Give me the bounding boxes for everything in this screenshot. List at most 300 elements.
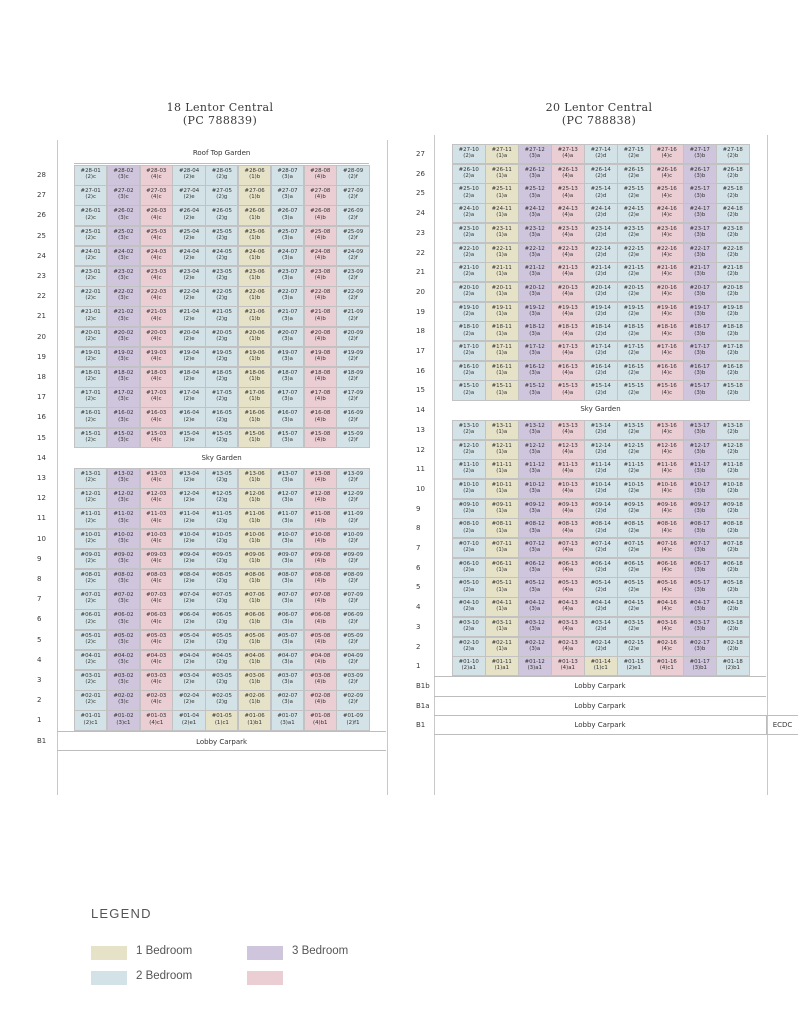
unit-type: (2)g [216, 578, 228, 585]
unit-number: #20-04 [178, 329, 200, 336]
unit-cell [617, 321, 651, 341]
unit-type: (2)g [216, 558, 228, 564]
unit-cell [140, 508, 173, 529]
unit-number: #10-09 [342, 531, 364, 538]
unit-cell [304, 226, 337, 247]
unit-cell [617, 499, 651, 519]
unit-cell [617, 302, 651, 322]
unit-number: #15-17 [689, 383, 710, 390]
unit-type: (4)c [150, 174, 162, 181]
unit-number: #06-01 [80, 612, 101, 619]
unit-number: #09-13 [557, 501, 578, 508]
unit-cell [716, 656, 750, 676]
unit-cell [140, 569, 173, 590]
unit-number: #24-14 [590, 206, 611, 213]
unit-number: #23-06 [244, 269, 265, 275]
unit-type: (2)d [595, 369, 607, 376]
unit-number: #07-14 [590, 541, 611, 547]
sky-garden: Sky Garden [580, 405, 621, 414]
unit-type: (3)a [529, 330, 541, 337]
unit-cell [683, 380, 717, 400]
unit-number: #05-13 [557, 580, 578, 587]
unit-cell [304, 387, 337, 408]
level-label: 7 [416, 544, 421, 552]
unit-type: (2)g [216, 315, 228, 322]
unit-cell [107, 670, 140, 691]
unit-number: #06-08 [310, 612, 331, 619]
unit-type: (2)g [216, 618, 228, 625]
level-label: B1 [416, 721, 426, 730]
unit-cell [172, 630, 205, 651]
unit-number: #19-15 [623, 304, 644, 311]
unit-type: (3)c [118, 517, 129, 524]
unit-type: (3)a [529, 626, 541, 632]
unit-type: (4)c [661, 172, 673, 179]
unit-cell [485, 518, 519, 538]
unit-cell [172, 468, 205, 489]
unit-cell [107, 246, 140, 267]
unit-type: (4)a [562, 488, 574, 495]
unit-number: #03-16 [656, 619, 677, 626]
unit-number: #19-14 [590, 304, 611, 311]
level-label: 6 [416, 563, 421, 572]
unit-number: #18-13 [557, 324, 578, 331]
unit-type: (1)a [496, 468, 508, 475]
unit-cell [205, 488, 238, 509]
legend-title: LEGEND [91, 906, 152, 921]
unit-cell [238, 226, 271, 247]
unit-type: (4)a [562, 547, 574, 554]
unit-cell [140, 246, 173, 267]
unit-cell [238, 650, 271, 671]
unit-cell [452, 203, 486, 223]
unit-number: #13-09 [342, 471, 364, 477]
level-label: 17 [37, 393, 46, 402]
unit-type: (2)g [216, 335, 228, 342]
unit-cell [107, 589, 140, 610]
unit-number: #05-15 [623, 580, 644, 587]
level-label: 10 [37, 534, 46, 543]
unit-number: #06-14 [590, 560, 611, 567]
unit-cell [172, 185, 205, 206]
unit-number: #04-02 [113, 652, 134, 659]
unit-cell [107, 266, 140, 287]
unit-number: #09-05 [211, 551, 232, 558]
unit-cell [650, 243, 684, 263]
unit-number: #24-15 [623, 206, 644, 213]
unit-type: (4)c [661, 507, 673, 514]
unit-number: #16-01 [80, 410, 101, 417]
unit-cell [584, 420, 618, 440]
unit-type: (4)c [661, 468, 673, 475]
unit-type: (3)a [281, 497, 293, 504]
unit-cell [617, 361, 651, 381]
unit-type: (2)e [628, 251, 640, 258]
unit-number: #26-01 [80, 208, 101, 215]
unit-cell [683, 479, 717, 499]
unit-type: (1)a [496, 369, 508, 376]
unit-cell [551, 440, 585, 460]
unit-number: #02-02 [113, 693, 134, 700]
unit-cell [584, 361, 618, 381]
unit-type: (3)c [118, 618, 129, 625]
unit-cell [518, 558, 552, 578]
unit-type: (3)a [281, 618, 293, 625]
unit-number: #01-14 [590, 659, 611, 666]
unit-cell [140, 165, 173, 186]
unit-cell [304, 407, 337, 428]
unit-type: (4)b [314, 638, 326, 645]
unit-type: (2)d [595, 626, 607, 632]
unit-cell [172, 549, 205, 570]
unit-type: (1)b [249, 194, 261, 201]
unit-type: (2)c [85, 638, 96, 645]
legend-swatch-3-bedroom [247, 946, 283, 960]
unit-number: #26-16 [656, 166, 677, 173]
unit-type: (2)c [85, 234, 96, 241]
unit-number: #12-03 [146, 491, 167, 498]
unit-number: #12-11 [491, 442, 512, 449]
unit-type: (3)c [118, 335, 129, 342]
unit-type: (2)c [85, 659, 96, 665]
unit-number: #11-15 [623, 462, 644, 469]
unit-number: #13-16 [656, 422, 677, 429]
unit-number: #02-17 [689, 639, 710, 646]
unit-number: #25-04 [178, 228, 200, 235]
unit-cell [584, 262, 618, 282]
unit-cell [74, 387, 107, 408]
unit-cell [518, 538, 552, 558]
unit-number: #08-16 [656, 521, 677, 528]
unit-number: #06-10 [458, 560, 479, 567]
unit-type: (2)a [463, 488, 475, 495]
unit-cell [617, 203, 651, 223]
unit-number: #16-09 [342, 410, 364, 417]
unit-type: (2)a [463, 251, 475, 258]
unit-cell [304, 306, 337, 327]
unit-type: (2)d [595, 330, 607, 337]
unit-cell [584, 597, 618, 617]
unit-number: #15-02 [113, 430, 134, 437]
unit-cell [238, 508, 271, 529]
unit-cell [74, 407, 107, 428]
unit-cell [650, 380, 684, 400]
unit-cell [238, 428, 271, 449]
unit-number: #03-15 [623, 619, 644, 626]
unit-cell [683, 361, 717, 381]
unit-type: (3)a [529, 468, 541, 475]
unit-type: (2)e [183, 376, 195, 383]
unit-cell [452, 538, 486, 558]
unit-number: #07-18 [722, 541, 743, 547]
unit-type: (2)a [463, 153, 475, 160]
unit-type: (4)c [150, 396, 162, 403]
level-label: 20 [416, 287, 425, 296]
unit-type: (3)b [694, 153, 706, 160]
unit-type: (2)f [348, 537, 358, 544]
unit-cell [584, 479, 618, 499]
unit-cell [74, 609, 107, 630]
unit-number: #06-17 [689, 560, 710, 567]
unit-number: #01-18 [722, 659, 743, 666]
unit-cell [584, 380, 618, 400]
unit-cell [172, 347, 205, 368]
unit-cell [518, 577, 552, 597]
unit-number: #10-10 [458, 481, 479, 488]
unit-cell [584, 577, 618, 597]
unit-type: (2)f [348, 638, 358, 645]
unit-number: #17-13 [557, 344, 578, 350]
unit-number: #20-17 [689, 284, 710, 291]
unit-type: (2)a [463, 330, 475, 337]
unit-type: (4)b [314, 679, 326, 686]
unit-type: (2)e [183, 174, 195, 181]
unit-cell [336, 589, 369, 610]
unit-cell [304, 488, 337, 509]
unit-type: (3)c [118, 659, 129, 665]
unit-number: #22-12 [524, 245, 545, 252]
unit-number: #10-11 [491, 481, 512, 488]
unit-type: (1)b [249, 537, 261, 544]
unit-type: (2)g [216, 295, 228, 302]
unit-number: #21-09 [342, 309, 364, 316]
unit-cell [518, 479, 552, 499]
unit-type: (1)a [496, 192, 508, 199]
unit-type: (4)b [314, 598, 326, 605]
unit-type: (2)c [85, 537, 96, 544]
unit-cell [683, 459, 717, 479]
unit-cell [518, 518, 552, 538]
unit-cell [617, 262, 651, 282]
unit-type: (2)c [85, 618, 96, 625]
unit-number: #09-01 [80, 551, 101, 558]
unit-type: (1)a [496, 153, 508, 160]
unit-number: #23-05 [211, 269, 232, 275]
unit-type: (4)a [562, 330, 574, 337]
unit-type: (2)d [595, 310, 607, 317]
unit-cell [650, 656, 684, 676]
unit-number: #19-08 [310, 349, 331, 356]
unit-type: (3)a [529, 606, 541, 613]
unit-type: (2)d [595, 389, 607, 396]
unit-number: #22-14 [590, 245, 611, 252]
unit-number: #24-18 [722, 206, 743, 213]
level-label: 11 [416, 465, 425, 474]
unit-number: #20-18 [722, 284, 743, 291]
unit-number: #04-07 [277, 652, 298, 659]
unit-cell [716, 262, 750, 282]
unit-number: #21-16 [656, 265, 677, 272]
unit-cell [452, 656, 486, 676]
unit-number: #27-07 [277, 188, 298, 195]
unit-type: (2)d [595, 606, 607, 613]
unit-number: #05-06 [244, 632, 265, 639]
level-label: 27 [416, 150, 425, 158]
unit-number: #04-12 [524, 600, 545, 607]
unit-type: (2)b [727, 606, 739, 613]
unit-number: #04-18 [722, 600, 743, 607]
unit-type: (2)f [348, 214, 358, 221]
unit-type: (2)b [727, 369, 739, 376]
unit-number: #25-09 [342, 228, 364, 235]
unit-cell [140, 468, 173, 489]
unit-number: #24-07 [277, 248, 298, 255]
unit-type: (3)c1 [116, 719, 131, 726]
unit-cell [518, 282, 552, 302]
unit-number: #09-09 [342, 551, 364, 558]
unit-number: #13-07 [277, 471, 298, 477]
unit-type: (2)g [216, 214, 228, 221]
unit-type: (4)a [562, 310, 574, 317]
unit-type: (4)c [150, 618, 162, 625]
unit-type: (2)a [463, 606, 475, 613]
unit-number: #13-08 [310, 471, 331, 477]
unit-type: (4)c [150, 436, 162, 443]
unit-cell [485, 577, 519, 597]
unit-number: #03-02 [113, 673, 134, 679]
unit-cell [584, 558, 618, 578]
unit-number: #08-06 [244, 572, 265, 578]
unit-cell [172, 327, 205, 348]
level-label: 12 [416, 445, 425, 454]
unit-cell [485, 361, 519, 381]
unit-number: #01-12 [524, 659, 545, 666]
unit-type: (4)c [150, 194, 162, 201]
unit-type: (2)g [216, 234, 228, 241]
unit-cell [172, 428, 205, 449]
unit-number: #24-17 [689, 206, 710, 213]
unit-type: (2)e [628, 350, 640, 357]
level-label: 16 [416, 366, 425, 375]
unit-cell [617, 656, 651, 676]
unit-cell [205, 529, 238, 550]
unit-cell [205, 367, 238, 388]
unit-cell [336, 468, 369, 489]
unit-type: (4)a [562, 527, 574, 534]
unit-cell [304, 286, 337, 307]
unit-number: #25-17 [689, 186, 710, 193]
unit-number: #21-18 [722, 265, 743, 272]
unit-cell [271, 226, 304, 247]
unit-number: #08-08 [310, 572, 331, 578]
unit-cell [650, 223, 684, 243]
unit-type: (1)b [249, 335, 261, 342]
unit-number: #10-14 [590, 481, 611, 488]
unit-number: #28-03 [146, 168, 167, 174]
unit-type: (3)b [694, 566, 706, 573]
unit-cell [518, 656, 552, 676]
unit-cell [304, 569, 337, 590]
unit-type: (1)b [249, 558, 261, 564]
unit-number: #02-18 [722, 639, 743, 646]
unit-type: (4)b [314, 315, 326, 322]
unit-cell [140, 488, 173, 509]
unit-cell [584, 183, 618, 203]
unit-cell [172, 165, 205, 186]
unit-cell [551, 499, 585, 519]
unit-type: (2)c [85, 275, 96, 282]
unit-type: (2)f [348, 356, 358, 362]
unit-number: #27-03 [146, 188, 167, 195]
unit-number: #10-08 [310, 531, 331, 538]
unit-type: (3)b [694, 310, 706, 317]
unit-cell [485, 341, 519, 361]
unit-cell [650, 203, 684, 223]
legend-label-2-bedroom: 2 Bedroom [136, 970, 193, 982]
unit-cell [650, 440, 684, 460]
unit-number: #04-14 [590, 600, 611, 607]
unit-cell [140, 529, 173, 550]
level-label: 24 [416, 209, 425, 218]
unit-cell [650, 617, 684, 637]
unit-cell [683, 243, 717, 263]
unit-number: #19-01 [80, 349, 101, 356]
unit-cell [205, 428, 238, 449]
unit-type: (3)a [529, 488, 541, 495]
unit-type: (1)a [496, 547, 508, 554]
unit-cell [650, 637, 684, 657]
unit-number: #12-12 [524, 442, 545, 449]
unit-type: (3)a [529, 232, 541, 238]
unit-type: (3)a [281, 436, 293, 443]
unit-type: (3)b [694, 251, 706, 258]
unit-cell [551, 262, 585, 282]
unit-number: #11-04 [178, 511, 200, 518]
unit-type: (2)b [727, 212, 739, 219]
unit-number: #10-06 [244, 531, 265, 538]
unit-cell [205, 549, 238, 570]
unit-type: (3)c [118, 315, 129, 322]
unit-number: #25-10 [458, 186, 479, 193]
unit-type: (4)c [150, 558, 162, 564]
unit-type: (3)a [529, 429, 541, 435]
unit-cell [336, 306, 369, 327]
unit-cell [205, 508, 238, 529]
unit-cell [551, 361, 585, 381]
unit-cell [271, 205, 304, 226]
unit-type: (2)e [628, 429, 640, 435]
unit-number: #19-18 [722, 304, 743, 311]
level-label: B1b [416, 681, 430, 690]
unit-type: (2)b [727, 172, 739, 179]
unit-type: (3)a [281, 699, 293, 706]
unit-number: #06-06 [244, 612, 265, 619]
unit-type: (2)e [183, 517, 195, 524]
unit-cell [107, 327, 140, 348]
unit-cell [551, 321, 585, 341]
unit-type: (4)c [150, 497, 162, 504]
unit-type: (2)e [628, 527, 640, 534]
unit-type: (2)g [216, 194, 228, 201]
unit-cell [172, 246, 205, 267]
unit-number: #03-04 [178, 673, 200, 679]
unit-number: #08-01 [80, 572, 101, 578]
unit-type: (2)e [183, 255, 195, 261]
unit-number: #17-07 [277, 390, 298, 397]
unit-number: #11-07 [277, 511, 298, 518]
unit-type: (2)e [628, 172, 640, 179]
building-18-name: 18 Lentor Central [166, 101, 274, 114]
unit-number: #01-09 [342, 713, 364, 720]
unit-cell [205, 589, 238, 610]
unit-type: (2)d [595, 468, 607, 475]
unit-number: #04-16 [656, 600, 677, 607]
unit-number: #03-01 [80, 673, 101, 679]
unit-cell [107, 205, 140, 226]
level-label: 6 [37, 615, 42, 624]
unit-cell [271, 286, 304, 307]
unit-type: (2)c [85, 497, 96, 504]
